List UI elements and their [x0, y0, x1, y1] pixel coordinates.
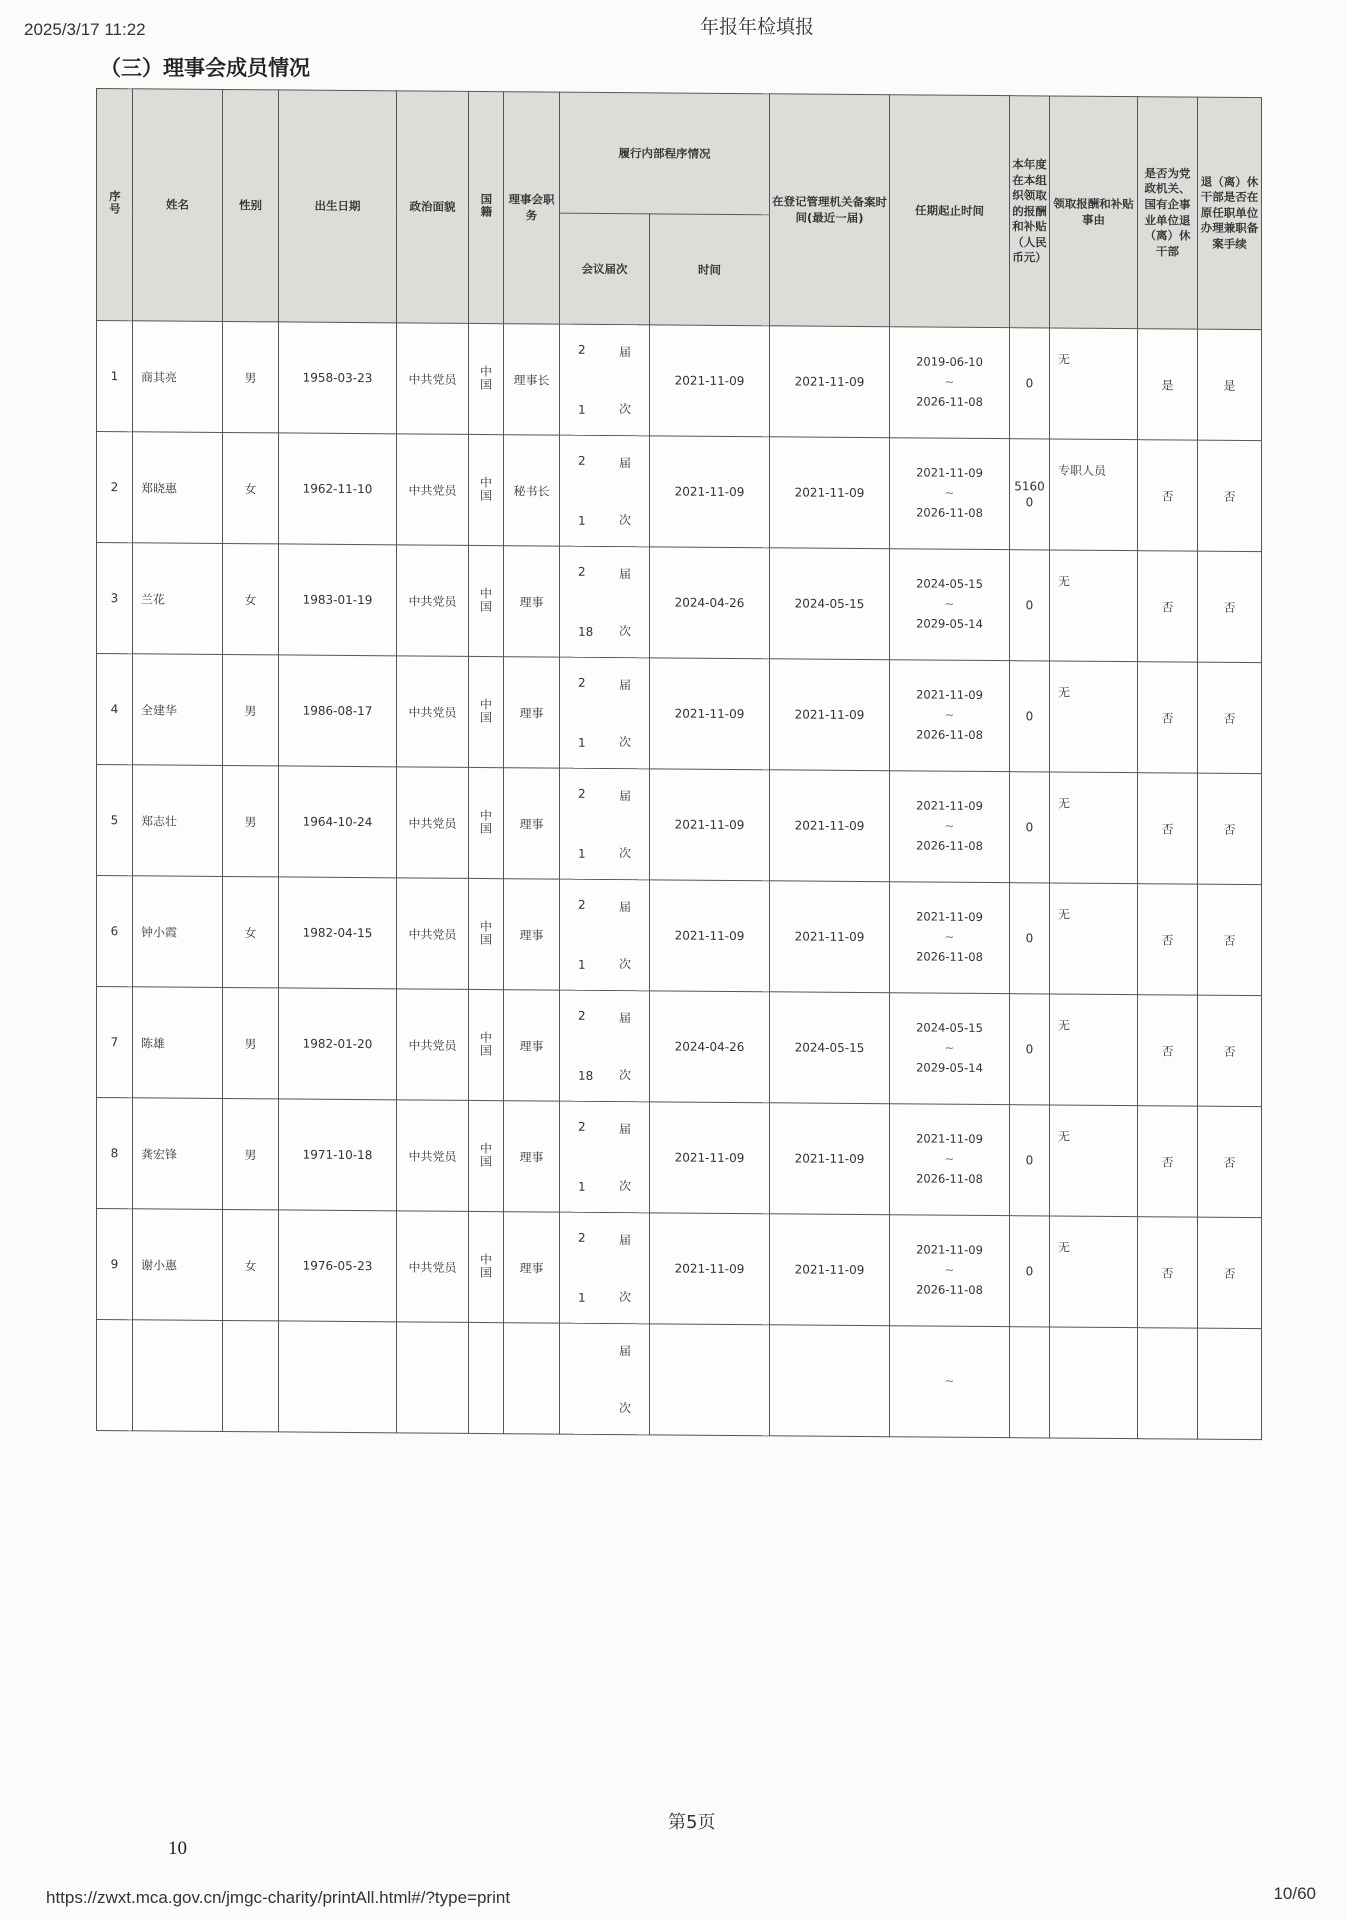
meeting-unit-ci: 次: [618, 402, 631, 417]
cell-time: 2021-11-09: [650, 769, 770, 881]
meeting-count: 18: [578, 1068, 594, 1083]
cell-time: 2021-11-09: [650, 1213, 770, 1325]
cell-political: 中共党员: [397, 323, 469, 435]
cell-reason: 专职人员: [1050, 439, 1138, 551]
meeting-unit-jie: 届: [618, 456, 631, 471]
cell-filing: [770, 1325, 890, 1437]
term-start: 2021-11-09: [916, 798, 983, 814]
cell-cadre-filed: 否: [1198, 1217, 1262, 1329]
cell-seq: 2: [97, 432, 133, 543]
header-name: 姓名: [133, 89, 223, 322]
cell-is-cadre: 否: [1138, 1217, 1198, 1328]
cell-birth: [279, 1321, 397, 1433]
cell-term: [890, 1104, 1010, 1216]
nationality-text: 中国: [478, 808, 493, 835]
cell-cadre-filed: 否: [1198, 662, 1262, 774]
cell-salary: [1010, 1327, 1050, 1438]
cell-position: [504, 1323, 560, 1434]
table-row: [97, 543, 1262, 663]
cell-is-cadre: 否: [1138, 773, 1198, 884]
nationality-text: 中国: [478, 697, 493, 724]
cell-meeting: [560, 990, 650, 1102]
meeting-unit-ci: 次: [618, 1290, 631, 1305]
meeting-session: 2: [578, 786, 586, 801]
table-row: [97, 1098, 1262, 1218]
cell-nationality: [469, 1211, 504, 1322]
cell-seq: 1: [97, 321, 133, 432]
term-end: 2026-11-08: [916, 949, 983, 964]
cell-position: 秘书长: [504, 435, 560, 546]
term-start: 2024-05-15: [916, 1020, 983, 1036]
cell-time: 2024-04-26: [650, 991, 770, 1103]
print-datetime: 2025/3/17 11:22: [24, 20, 146, 39]
meeting-session: 2: [578, 1008, 586, 1023]
term-end: 2026-11-08: [916, 838, 983, 853]
cell-salary: 51600: [1010, 439, 1050, 550]
cell-is-cadre: 否: [1138, 995, 1198, 1106]
meeting-unit-jie: 届: [618, 1011, 631, 1026]
cell-name: 商其亮: [133, 321, 223, 433]
cell-filing: 2021-11-09: [770, 881, 890, 993]
meeting-unit-jie: 届: [618, 900, 631, 915]
cell-salary: 0: [1010, 772, 1050, 883]
cell-meeting: [560, 435, 650, 547]
cell-gender: 男: [223, 765, 279, 876]
term-start: 2024-05-15: [916, 576, 983, 592]
term-start: 2019-06-10: [916, 354, 983, 370]
cell-time: 2021-11-09: [650, 325, 770, 437]
cell-position: 理事: [504, 768, 560, 879]
cell-term: [890, 438, 1010, 550]
cell-term: [890, 1215, 1010, 1327]
meeting-unit-ci: 次: [618, 1068, 631, 1083]
cell-meeting: [560, 879, 650, 991]
handwritten-page-number: 10: [168, 1838, 187, 1859]
cell-reason: 无: [1050, 883, 1138, 995]
term-start: 2021-11-09: [916, 909, 983, 925]
cell-time: [650, 1324, 770, 1436]
cell-seq: 7: [97, 987, 133, 1098]
cell-political: [397, 1322, 469, 1434]
cell-nationality: [469, 323, 504, 434]
cell-seq: 8: [97, 1098, 133, 1209]
cell-nationality: [469, 434, 504, 545]
meeting-count: 18: [578, 624, 594, 639]
cell-salary: 0: [1010, 883, 1050, 994]
table-row: [97, 1209, 1262, 1329]
meeting-unit-ci: 次: [618, 957, 631, 972]
term-end: 2029-05-14: [916, 1060, 983, 1075]
term-separator: ~: [944, 1262, 955, 1277]
cell-nationality: [469, 878, 504, 989]
meeting-unit-ci: 次: [618, 1179, 631, 1194]
cell-position: 理事: [504, 657, 560, 768]
cell-reason: 无: [1050, 772, 1138, 884]
cell-time: 2021-11-09: [650, 658, 770, 770]
cell-term: [890, 660, 1010, 772]
nationality-text: 中国: [478, 1252, 493, 1279]
cell-seq: 3: [97, 543, 133, 654]
header-is-cadre: 是否为党政机关、国有企事业单位退（离）休干部: [1138, 97, 1198, 329]
term-separator: ~: [944, 707, 955, 722]
term-start: 2021-11-09: [916, 1242, 983, 1258]
cell-political: 中共党员: [397, 1100, 469, 1212]
header-time: 时间: [650, 214, 770, 326]
term-end: 2026-11-08: [916, 1171, 983, 1186]
cell-term: [890, 327, 1010, 439]
header-procedure: 履行内部程序情况: [560, 92, 770, 215]
meeting-count: 1: [578, 402, 586, 417]
cell-birth: 1971-10-18: [279, 1099, 397, 1211]
cell-cadre-filed: 否: [1198, 995, 1262, 1107]
cell-salary: 0: [1010, 1216, 1050, 1327]
nationality-text: 中国: [478, 364, 493, 391]
meeting-count: 1: [578, 735, 586, 750]
cell-name: 龚宏锋: [133, 1098, 223, 1210]
cell-is-cadre: 否: [1138, 884, 1198, 995]
cell-cadre-filed: [1198, 1328, 1262, 1440]
cell-birth: 1982-04-15: [279, 877, 397, 989]
meeting-unit-jie: 届: [618, 345, 631, 360]
term-start: 2021-11-09: [916, 1131, 983, 1147]
header-birth: 出生日期: [279, 90, 397, 323]
cell-position: 理事: [504, 546, 560, 657]
term-end: 2029-05-14: [916, 616, 983, 631]
term-start: [892, 1368, 1007, 1369]
cell-political: 中共党员: [397, 878, 469, 990]
term-end: 2026-11-08: [916, 727, 983, 742]
cell-nationality: [469, 1100, 504, 1211]
cell-term: [890, 549, 1010, 661]
meeting-unit-ci: 次: [618, 1401, 631, 1416]
cell-time: 2021-11-09: [650, 1102, 770, 1214]
cell-name: 郑志壮: [133, 765, 223, 877]
header-salary: 本年度在本组织领取的报酬和补贴（人民币元）: [1010, 96, 1050, 328]
cell-position: 理事: [504, 1101, 560, 1212]
cell-reason: 无: [1050, 994, 1138, 1106]
term-separator: ~: [944, 374, 955, 389]
board-members-table-wrapper: [96, 88, 1261, 1431]
term-start: 2021-11-09: [916, 465, 983, 481]
section-title: （三）理事会成员情况: [100, 56, 310, 80]
cell-time: 2021-11-09: [650, 436, 770, 548]
cell-seq: 4: [97, 654, 133, 765]
table-row: [97, 765, 1262, 885]
cell-is-cadre: [1138, 1328, 1198, 1439]
cell-salary: 0: [1010, 1105, 1050, 1216]
meeting-session: 2: [578, 453, 586, 468]
cell-name: 谢小惠: [133, 1209, 223, 1321]
cell-filing: 2021-11-09: [770, 437, 890, 549]
cell-reason: [1050, 1327, 1138, 1439]
cell-reason: 无: [1050, 328, 1138, 440]
cell-reason: 无: [1050, 661, 1138, 773]
cell-birth: 1976-05-23: [279, 1210, 397, 1322]
meeting-session: 2: [578, 675, 586, 690]
cell-filing: 2021-11-09: [770, 1214, 890, 1326]
cell-filing: 2021-11-09: [770, 770, 890, 882]
cell-meeting: [560, 768, 650, 880]
page-count: 10/60: [1273, 1884, 1316, 1903]
cell-nationality: [469, 989, 504, 1100]
cell-reason: 无: [1050, 550, 1138, 662]
nationality-text: 中国: [478, 1141, 493, 1168]
meeting-session: 2: [578, 897, 586, 912]
cell-gender: 男: [223, 321, 279, 432]
cell-political: 中共党员: [397, 1211, 469, 1323]
cell-filing: 2024-05-15: [770, 992, 890, 1104]
cell-name: 全建华: [133, 654, 223, 766]
cell-salary: 0: [1010, 328, 1050, 439]
term-end: 2026-11-08: [916, 1282, 983, 1297]
cell-meeting: [560, 546, 650, 658]
term-separator: ~: [944, 818, 955, 833]
cell-cadre-filed: 否: [1198, 773, 1262, 885]
cell-seq: 9: [97, 1209, 133, 1320]
cell-position: 理事: [504, 990, 560, 1101]
cell-is-cadre: 是: [1138, 329, 1198, 440]
cell-political: 中共党员: [397, 545, 469, 657]
header-seq: 序号: [97, 89, 133, 321]
meeting-unit-ci: 次: [618, 624, 631, 639]
cell-term: [890, 993, 1010, 1105]
meeting-session: 2: [578, 1230, 586, 1245]
term-separator: ~: [944, 485, 955, 500]
table-row-empty: [97, 1320, 1262, 1440]
nationality-text: 中国: [478, 919, 493, 946]
cell-salary: 0: [1010, 661, 1050, 772]
cell-meeting: [560, 324, 650, 436]
nationality-text: 中国: [478, 475, 493, 502]
cell-cadre-filed: 否: [1198, 551, 1262, 663]
term-start: 2021-11-09: [916, 687, 983, 703]
meeting-count: 1: [578, 957, 586, 972]
table-body: [97, 321, 1262, 1440]
cell-reason: 无: [1050, 1216, 1138, 1328]
cell-position: 理事: [504, 1212, 560, 1323]
header-term: 任期起止时间: [890, 95, 1010, 328]
cell-meeting: [560, 1323, 650, 1435]
header-reason: 领取报酬和补贴事由: [1050, 96, 1138, 329]
cell-filing: 2021-11-09: [770, 326, 890, 438]
meeting-session: 2: [578, 342, 586, 357]
cell-gender: 女: [223, 1209, 279, 1320]
header-cadre-filed: 退（离）休干部是否在原任职单位办理兼职备案手续: [1198, 97, 1262, 330]
print-url: https://zwxt.mca.gov.cn/jmgc-charity/printAll.html#/?type=print: [46, 1888, 511, 1907]
cell-seq: 6: [97, 876, 133, 987]
term-separator: ~: [944, 1373, 955, 1388]
cell-name: [133, 1320, 223, 1432]
table-header: [97, 89, 1262, 330]
cell-seq: 5: [97, 765, 133, 876]
cell-political: 中共党员: [397, 434, 469, 546]
cell-gender: 男: [223, 1098, 279, 1209]
cell-seq: [97, 1320, 133, 1431]
cell-filing: 2021-11-09: [770, 1103, 890, 1215]
cell-cadre-filed: 是: [1198, 329, 1262, 441]
page-title: 年报年检填报: [700, 16, 815, 38]
cell-time: 2021-11-09: [650, 880, 770, 992]
table-row: [97, 876, 1262, 996]
cell-birth: 1983-01-19: [279, 544, 397, 656]
cell-is-cadre: 否: [1138, 440, 1198, 551]
cell-time: 2024-04-26: [650, 547, 770, 659]
cell-is-cadre: 否: [1138, 551, 1198, 662]
cell-gender: 男: [223, 987, 279, 1098]
cell-filing: 2021-11-09: [770, 659, 890, 771]
term-end: 2026-11-08: [916, 394, 983, 409]
table-row: [97, 987, 1262, 1107]
cell-political: 中共党员: [397, 767, 469, 879]
cell-nationality: [469, 1322, 504, 1433]
meeting-count: 1: [578, 846, 586, 861]
meeting-unit-jie: 届: [618, 1122, 631, 1137]
cell-reason: 无: [1050, 1105, 1138, 1217]
cell-meeting: [560, 1212, 650, 1324]
cell-position: 理事: [504, 879, 560, 990]
header-gender: 性别: [223, 89, 279, 321]
cell-gender: 女: [223, 876, 279, 987]
nationality-text: 中国: [478, 586, 493, 613]
cell-is-cadre: 否: [1138, 662, 1198, 773]
table-row: [97, 432, 1262, 552]
cell-name: 钟小霞: [133, 876, 223, 988]
cell-cadre-filed: 否: [1198, 884, 1262, 996]
cell-political: 中共党员: [397, 989, 469, 1101]
cell-birth: 1962-11-10: [279, 433, 397, 545]
meeting-session: 2: [578, 1119, 586, 1134]
cell-gender: 女: [223, 432, 279, 543]
meeting-count: 1: [578, 513, 586, 528]
cell-term: [890, 1326, 1010, 1438]
cell-gender: 女: [223, 543, 279, 654]
meeting-unit-jie: 届: [618, 1344, 631, 1359]
header-political: 政治面貌: [397, 91, 469, 324]
header-position: 理事会职务: [504, 92, 560, 324]
cell-gender: [223, 1320, 279, 1431]
meeting-unit-jie: 届: [618, 678, 631, 693]
table-row: [97, 321, 1262, 441]
cell-salary: 0: [1010, 550, 1050, 661]
cell-name: 郑晓惠: [133, 432, 223, 544]
cell-birth: 1964-10-24: [279, 766, 397, 878]
cell-meeting: [560, 657, 650, 769]
cell-cadre-filed: 否: [1198, 1106, 1262, 1218]
cell-filing: 2024-05-15: [770, 548, 890, 660]
meeting-unit-jie: 届: [618, 567, 631, 582]
meeting-session: 2: [578, 564, 586, 579]
cell-meeting: [560, 1101, 650, 1213]
term-separator: ~: [944, 596, 955, 611]
cell-is-cadre: 否: [1138, 1106, 1198, 1217]
table-row: [97, 654, 1262, 774]
term-separator: ~: [944, 929, 955, 944]
cell-birth: 1986-08-17: [279, 655, 397, 767]
meeting-unit-jie: 届: [618, 789, 631, 804]
meeting-unit-ci: 次: [618, 846, 631, 861]
term-separator: ~: [944, 1040, 955, 1055]
cell-gender: 男: [223, 654, 279, 765]
term-end: 2026-11-08: [916, 505, 983, 520]
term-separator: ~: [944, 1151, 955, 1166]
meeting-unit-jie: 届: [618, 1233, 631, 1248]
cell-nationality: [469, 767, 504, 878]
meeting-count: 1: [578, 1179, 586, 1194]
page-number-label: 第5页: [668, 1812, 716, 1833]
cell-term: [890, 771, 1010, 883]
meeting-unit-ci: 次: [618, 735, 631, 750]
cell-position: 理事长: [504, 324, 560, 435]
header-filing: 在登记管理机关备案时间(最近一届): [770, 94, 890, 327]
header-nationality: 国籍: [469, 91, 504, 323]
cell-political: 中共党员: [397, 656, 469, 768]
cell-name: 兰花: [133, 543, 223, 655]
term-end: [892, 1394, 1007, 1395]
cell-cadre-filed: 否: [1198, 440, 1262, 552]
cell-name: 陈雄: [133, 987, 223, 1099]
cell-birth: 1982-01-20: [279, 988, 397, 1100]
cell-salary: 0: [1010, 994, 1050, 1105]
header-meeting: 会议届次: [560, 213, 650, 325]
cell-birth: 1958-03-23: [279, 322, 397, 434]
cell-nationality: [469, 545, 504, 656]
meeting-count: 1: [578, 1290, 586, 1305]
meeting-unit-ci: 次: [618, 513, 631, 528]
board-members-table: [96, 88, 1262, 1440]
cell-nationality: [469, 656, 504, 767]
cell-term: [890, 882, 1010, 994]
nationality-text: 中国: [478, 1030, 493, 1057]
